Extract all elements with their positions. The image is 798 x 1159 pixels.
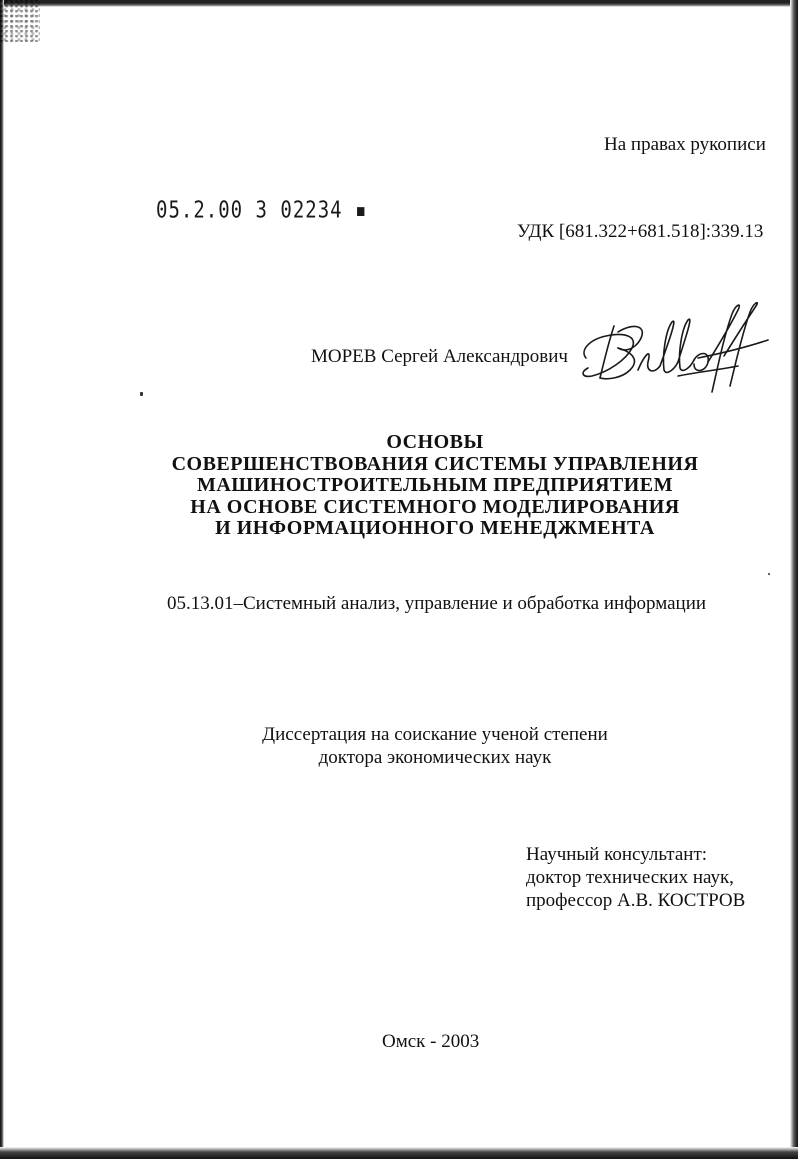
scan-speck	[140, 392, 143, 396]
degree-statement	[235, 723, 635, 769]
rights-note: На правах рукописи	[604, 134, 766, 155]
advisor-degree: доктор технических наук,	[526, 867, 734, 888]
advisor-name: профессор А.В. КОСТРОВ	[526, 890, 746, 911]
author-name: МОРЕВ Сергей Александрович	[311, 346, 568, 367]
title-line: И ИНФОРМАЦИОННОГО МЕНЕДЖМЕНТА	[215, 517, 655, 539]
inventory-number: 05.2.00 3 02234 ▪	[156, 197, 368, 224]
title-line: МАШИНОСТРОИТЕЛЬНЫМ ПРЕДПРИЯТИЕМ	[196, 474, 674, 496]
scientific-advisor	[526, 843, 745, 912]
title-line: СОВЕРШЕНСТВОВАНИЯ СИСТЕМЫ УПРАВЛЕНИЯ	[171, 452, 699, 475]
dissertation-title	[140, 432, 730, 540]
signature	[578, 296, 774, 400]
udk-code: УДК [681.322+681.518]:339.13	[517, 221, 764, 242]
scan-border-bottom	[0, 1147, 798, 1159]
scan-border-right	[790, 0, 798, 1159]
scan-border-top	[0, 0, 798, 7]
title-line: ОСНОВЫ	[386, 431, 484, 453]
degree-line: доктора экономических наук	[318, 747, 552, 768]
degree-line: Диссертация на соискание ученой степени	[262, 724, 608, 745]
place-year: Омск - 2003	[382, 1031, 480, 1052]
specialty-code: 05.13.01–Системный анализ, управление и обработка информации	[167, 593, 707, 614]
scan-speck	[768, 573, 770, 575]
scan-border-left	[0, 0, 4, 1159]
advisor-label: Научный консультант:	[526, 844, 708, 865]
title-line: НА ОСНОВЕ СИСТЕМНОГО МОДЕЛИРОВАНИЯ	[190, 495, 680, 518]
scan-noise	[0, 0, 40, 42]
